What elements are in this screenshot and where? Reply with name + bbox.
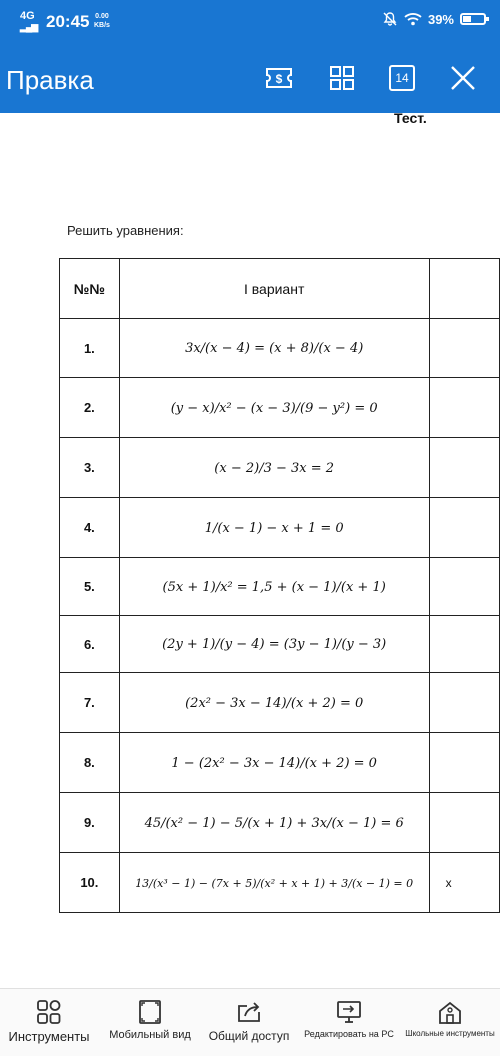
equation-text: 45/(x² − 1) − 5/(x + 1) + 3x/(x − 1) = 6	[144, 815, 404, 831]
payment-icon	[264, 66, 294, 90]
network-label: 4G	[20, 10, 35, 22]
table-row	[60, 498, 500, 558]
network-speed	[94, 12, 110, 30]
status-bar	[0, 0, 500, 45]
equation-text: 3x/(x − 4) = (x + 8)/(x − 4)	[185, 341, 364, 356]
share-button[interactable]	[200, 989, 298, 1056]
payment-button[interactable]	[264, 63, 294, 93]
equation-text: (2y + 1)/(y − 4) = (3y − 1)/(y − 3)	[162, 637, 387, 652]
edit-toolbar	[0, 45, 500, 113]
equation-text: 1 − (2x² − 3x − 14)/(x + 2) = 0	[171, 755, 377, 771]
row-number: 4.	[60, 498, 120, 558]
equation-cell	[119, 853, 429, 913]
school-icon	[436, 998, 464, 1026]
table-header-row	[60, 259, 500, 319]
mute-bell-icon	[382, 11, 398, 27]
row-number: 10.	[60, 853, 120, 913]
table-row	[60, 438, 500, 498]
table-row	[60, 793, 500, 853]
variant-2-cell	[429, 673, 499, 733]
signal-icon: ▂▄▆	[20, 22, 38, 32]
bottom-toolbar	[0, 988, 500, 1056]
heading-fragment: Тест.	[394, 113, 427, 126]
speed-value: 0.00	[95, 13, 109, 20]
grid-view-button[interactable]	[327, 63, 357, 93]
row-number: 6.	[60, 616, 120, 673]
mobile-view-label: Мобильный вид	[109, 1029, 191, 1041]
equation-text: (2x² − 3x − 14)/(x + 2) = 0	[185, 695, 364, 711]
equation-cell	[119, 378, 429, 438]
row-number: 5.	[60, 558, 120, 616]
column-number: №№	[60, 259, 120, 319]
equation-cell	[119, 319, 429, 378]
pc-edit-icon	[335, 998, 363, 1026]
equation-cell	[119, 438, 429, 498]
battery-icon	[460, 13, 486, 25]
close-button[interactable]	[448, 63, 478, 93]
status-right	[382, 11, 486, 27]
mobile-view-button[interactable]	[100, 989, 200, 1056]
variant-2-cell: x	[429, 853, 499, 913]
variant-2-cell	[429, 616, 499, 673]
equation-text: 13/(x³ − 1) − (7x + 5)/(x² + x + 1) + 3/(x − 1) = 0	[135, 877, 414, 890]
tools-label: Инструменты	[8, 1029, 90, 1044]
row-number: 2.	[60, 378, 120, 438]
table-row	[60, 733, 500, 793]
equation-cell	[119, 733, 429, 793]
page-number: 14	[395, 71, 409, 85]
school-tools-button[interactable]	[400, 989, 500, 1056]
edit-on-pc-button[interactable]	[298, 989, 400, 1056]
svg-text:$: $	[275, 72, 283, 86]
equation-cell	[119, 793, 429, 853]
table-row	[60, 616, 500, 673]
equation-cell	[119, 673, 429, 733]
mobile-view-icon	[136, 998, 164, 1026]
equation-cell	[119, 558, 429, 616]
tools-grid-icon	[35, 998, 63, 1026]
share-icon	[235, 998, 263, 1026]
equation-text: (5x + 1)/x² = 1,5 + (x − 1)/(x + 1)	[162, 579, 386, 595]
variant-2-cell	[429, 733, 499, 793]
toolbar-title: Правка	[6, 65, 94, 95]
edit-on-pc-label: Редактировать на PC	[304, 1029, 394, 1039]
row-number: 9.	[60, 793, 120, 853]
variant-2-cell	[429, 319, 499, 378]
variant-2-cell	[429, 558, 499, 616]
document-view[interactable]	[0, 113, 500, 988]
variant-2-cell	[429, 793, 499, 853]
equation-text: 1/(x − 1) − x + 1 = 0	[204, 520, 344, 536]
page-number-button[interactable]	[387, 63, 417, 93]
equation-cell	[119, 498, 429, 558]
school-tools-label: Школьные инструменты	[405, 1029, 495, 1038]
table-row	[60, 853, 500, 913]
table-row	[60, 558, 500, 616]
battery-percent: 39%	[427, 11, 454, 27]
instruction-text: Решить уравнения:	[67, 223, 184, 238]
equation-text: (y − x)/x² − (x − 3)/(9 − y²) = 0	[170, 400, 378, 416]
share-label: Общий доступ	[208, 1029, 290, 1043]
table-row	[60, 378, 500, 438]
network-indicator	[20, 11, 37, 33]
row-number: 1.	[60, 319, 120, 378]
equation-text: (x − 2)/3 − 3x = 2	[214, 460, 335, 476]
grid-icon	[329, 65, 355, 91]
equation-cell	[119, 616, 429, 673]
status-time: 20:45	[46, 12, 90, 31]
row-number: 7.	[60, 673, 120, 733]
close-icon	[450, 65, 476, 91]
column-variant-2	[429, 259, 499, 319]
tools-button[interactable]	[0, 989, 98, 1056]
row-number: 8.	[60, 733, 120, 793]
row-number: 3.	[60, 438, 120, 498]
wifi-icon	[404, 12, 422, 26]
variant-2-cell	[429, 498, 499, 558]
speed-unit: KB/s	[94, 22, 110, 29]
table-row	[60, 319, 500, 378]
variant-2-cell	[429, 438, 499, 498]
variant-2-cell	[429, 378, 499, 438]
equations-table	[59, 258, 500, 913]
column-variant-1: I вариант	[119, 259, 429, 319]
table-row	[60, 673, 500, 733]
